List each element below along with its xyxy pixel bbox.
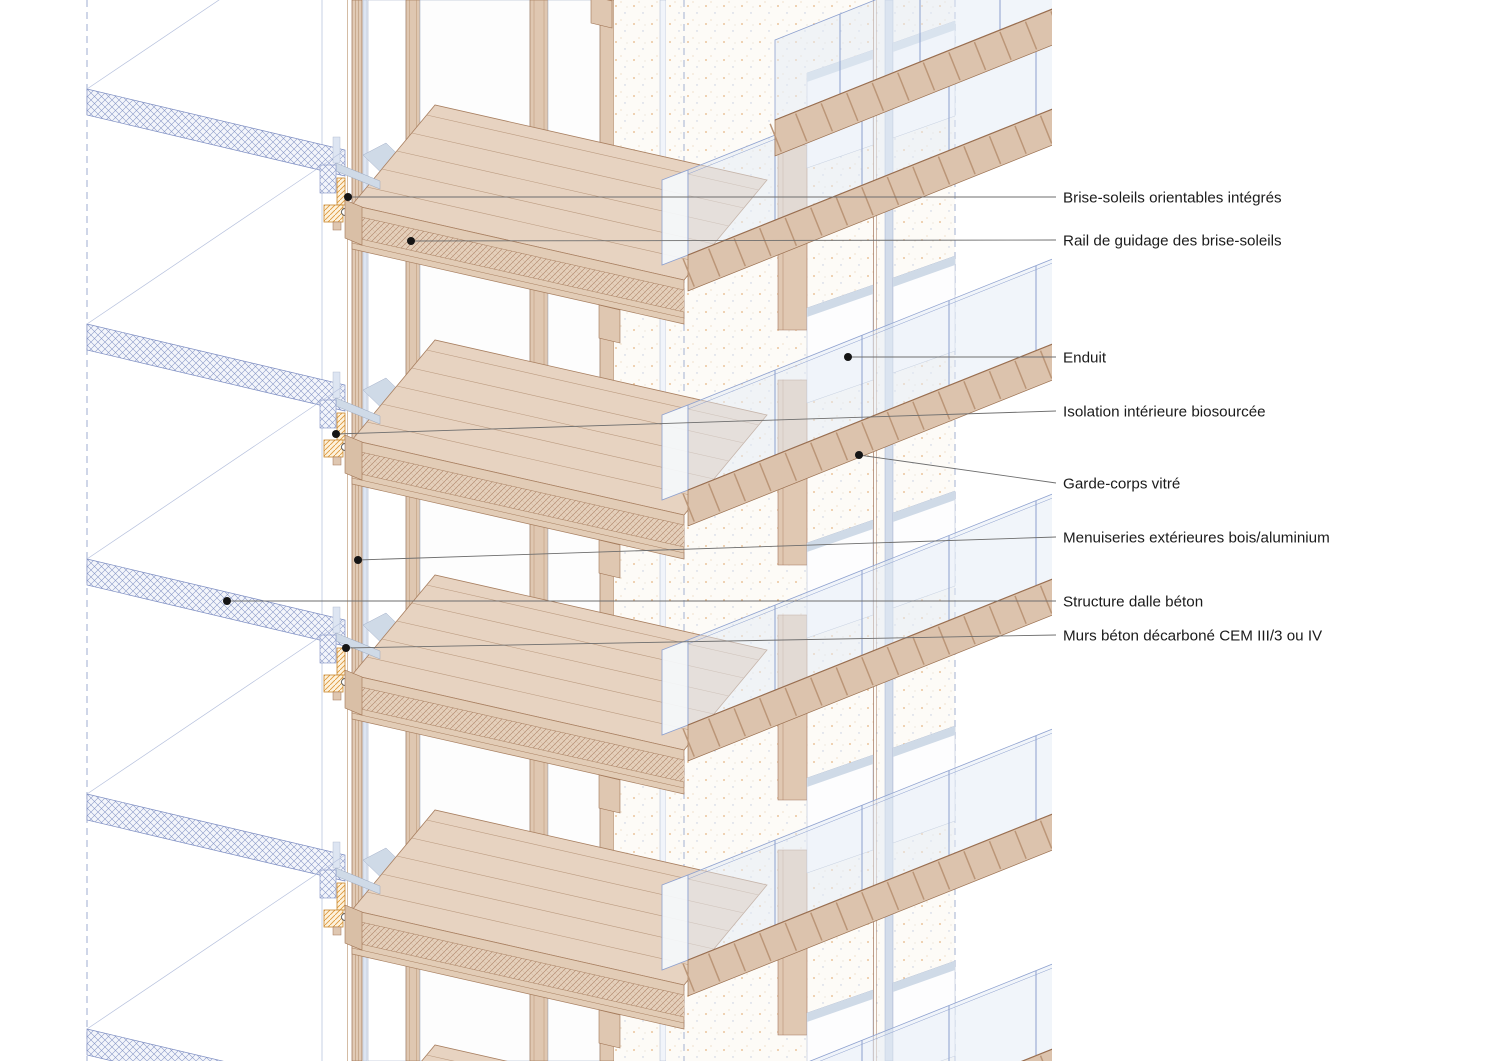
leader-dot — [354, 556, 362, 564]
leader-dot — [342, 644, 350, 652]
annotation-label: Brise-soleils orientables intégrés — [1063, 189, 1282, 207]
annotation-label: Garde-corps vitré — [1063, 475, 1181, 493]
annotation-label: Enduit — [1063, 349, 1107, 367]
annotation-label: Rail de guidage des brise-soleils — [1063, 232, 1282, 250]
leader-dot — [332, 430, 340, 438]
annotation-label: Murs béton décarboné CEM III/3 ou IV — [1063, 627, 1323, 645]
annotation-label: Menuiseries extérieures bois/aluminium — [1063, 529, 1330, 547]
leader-dot — [344, 193, 352, 201]
soffit-bracket-top — [591, 0, 612, 28]
leader-dot — [855, 451, 863, 459]
annotation-label: Structure dalle béton — [1063, 593, 1204, 611]
annotation-label: Isolation intérieure biosourcée — [1063, 403, 1266, 421]
leader-dot — [223, 597, 231, 605]
leader-dot — [407, 237, 415, 245]
leader-dot — [844, 353, 852, 361]
